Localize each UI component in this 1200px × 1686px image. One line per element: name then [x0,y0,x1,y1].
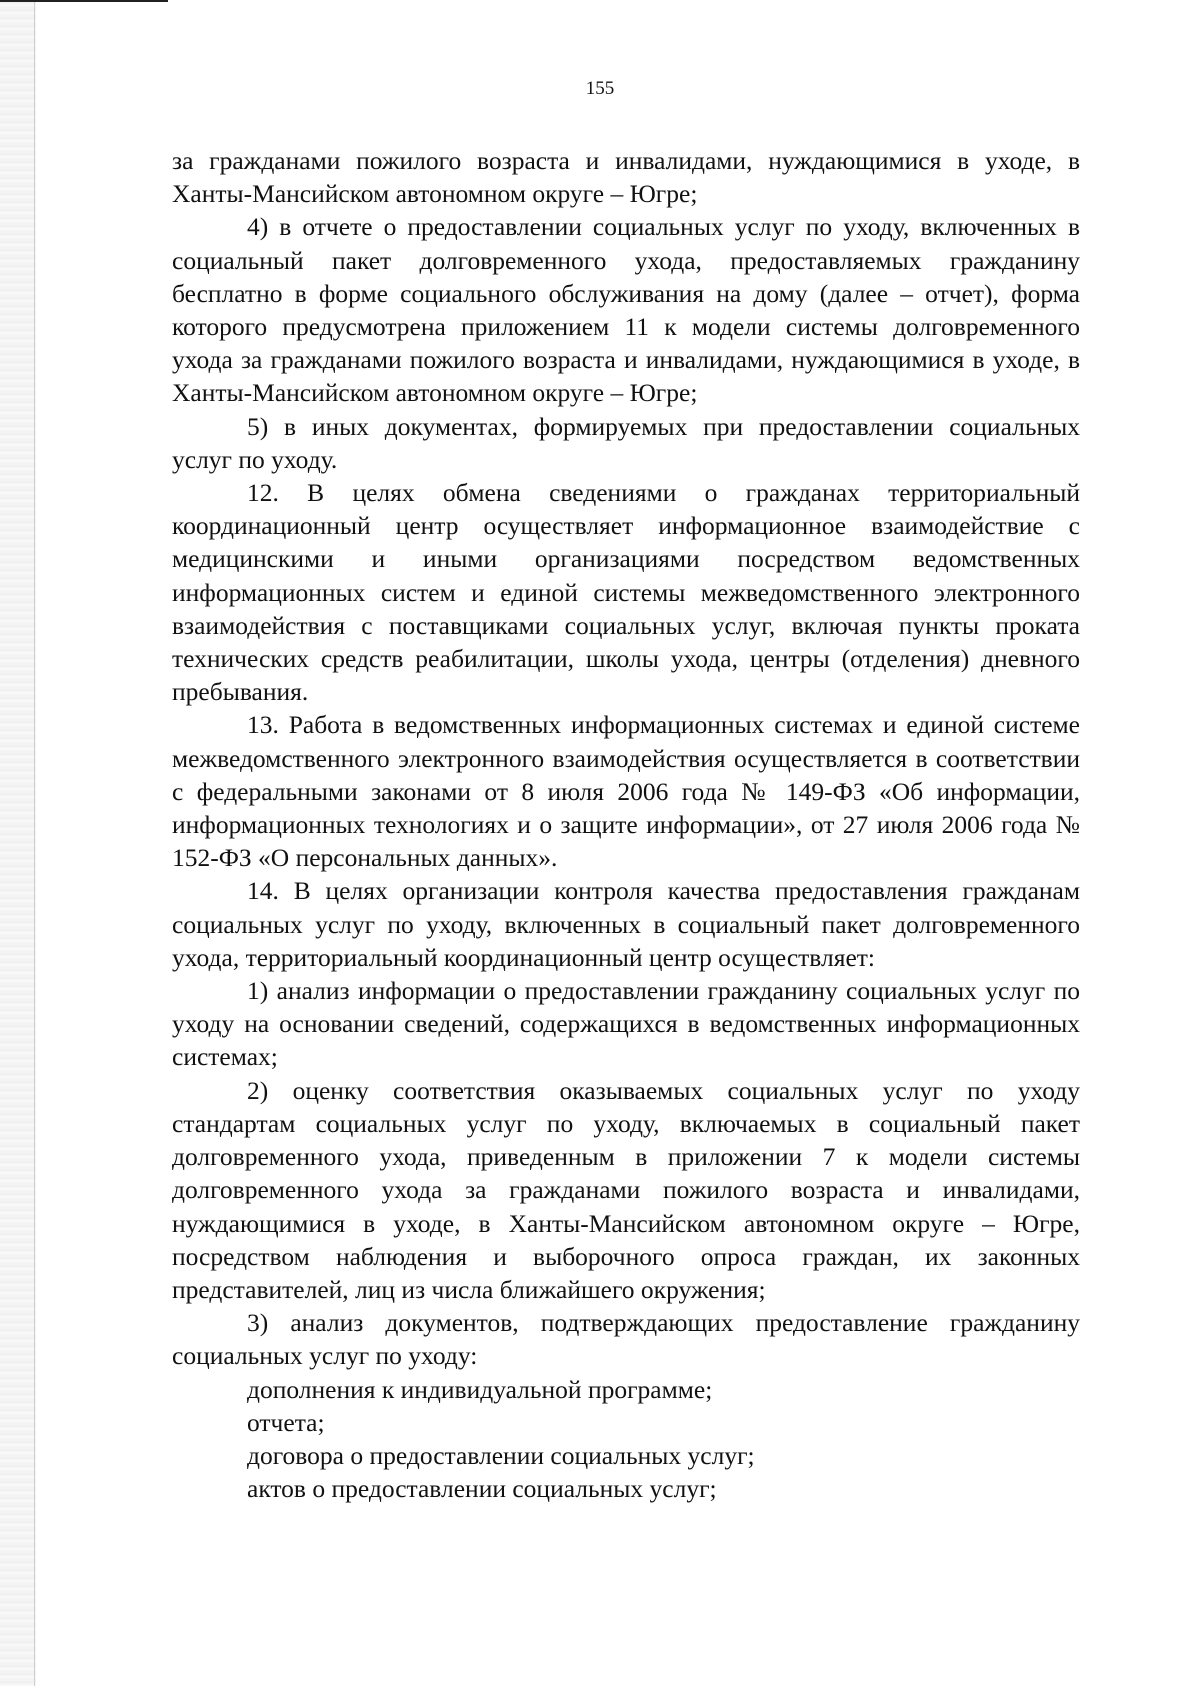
paragraph-section-13: 13. Работа в ведомственных информационных системах и единой системе межведомственного электронного взаимодействия осуществляется в соответствии с федеральными законами от 8 июля 2006 года № 149-ФЗ «Об информации, информационных технологиях и о защите информации», от 27 июля 2006 года № 152-ФЗ «О персональных данных». [172,710,1080,873]
scan-edge-line [34,0,35,1686]
paragraph-item-4: 4) в отчете о предоставлении социальных услуг по уходу, включенных в социальный пакет долговременного ухода, предоставляемых гражданину бесплатно в форме социального обслуживания на дому (далее – отчет), форма которого предусмотрена приложением 11 к модели системы долговременного ухода за гражданами пожилого возраста и инвалидами, нуждающимися в уходе, в Ханты-Мансийском автономном округе – Югре; [172,212,1080,408]
paragraph-subitem-1: 1) анализ информации о предоставлении гражданину социальных услуг по уходу на основании сведений, содержащихся в ведомственных информационных системах; [172,976,1080,1072]
list-item: дополнения к индивидуальной программе; [247,1374,713,1404]
paragraph-item-5: 5) в иных документах, формируемых при предоставлении социальных услуг по уходу. [172,411,1080,474]
paragraph-subitem-3: 3) анализ документов, подтверждающих предоставление гражданину социальных услуг по уходу: [172,1308,1080,1371]
paragraph-section-14: 14. В целях организации контроля качества предоставления гражданам социальных услуг по уходу, включенных в социальный пакет долговременного ухода, территориальный координационный центр осуществляет: [172,876,1080,972]
paragraph-subitem-2: 2) оценку соответствия оказываемых социальных услуг по уходу стандартам социальных услуг по уходу, включаемых в социальный пакет долговременного ухода, приведенным в приложении 7 к модели системы долговременного ухода за гражданами пожилого возраста и инвалидами, нуждающимися в уходе, в Ханты-Мансийском автономном округе – Югре, посредством наблюдения и выборочного опроса граждан, их законных представителей, лиц из числа ближайшего окружения; [172,1075,1080,1304]
paragraph-section-12: 12. В целях обмена сведениями о гражданах территориальный координационный центр осуществляет информационное взаимодействие с медицинскими и иными организациями посредством ведомственных информационных систем и единой системы межведомственного электронного взаимодействия с поставщиками социальных услуг, включая пункты проката технических средств реабилитации, школы ухода, центры (отделения) дневного пребывания. [172,478,1080,707]
list-item: отчета; [247,1407,325,1437]
list-item: договора о предоставлении социальных услуг; [247,1440,755,1470]
scan-edge-shadow [0,0,36,1686]
page-number: 155 [585,78,615,99]
list-item: актов о предоставлении социальных услуг; [247,1474,717,1504]
scan-top-mark [0,0,168,2]
document-body [172,144,1080,1505]
paragraph-continuation: за гражданами пожилого возраста и инвалидами, нуждающимися в уходе, в Ханты-Мансийском автономном округе – Югре; [172,146,1080,209]
